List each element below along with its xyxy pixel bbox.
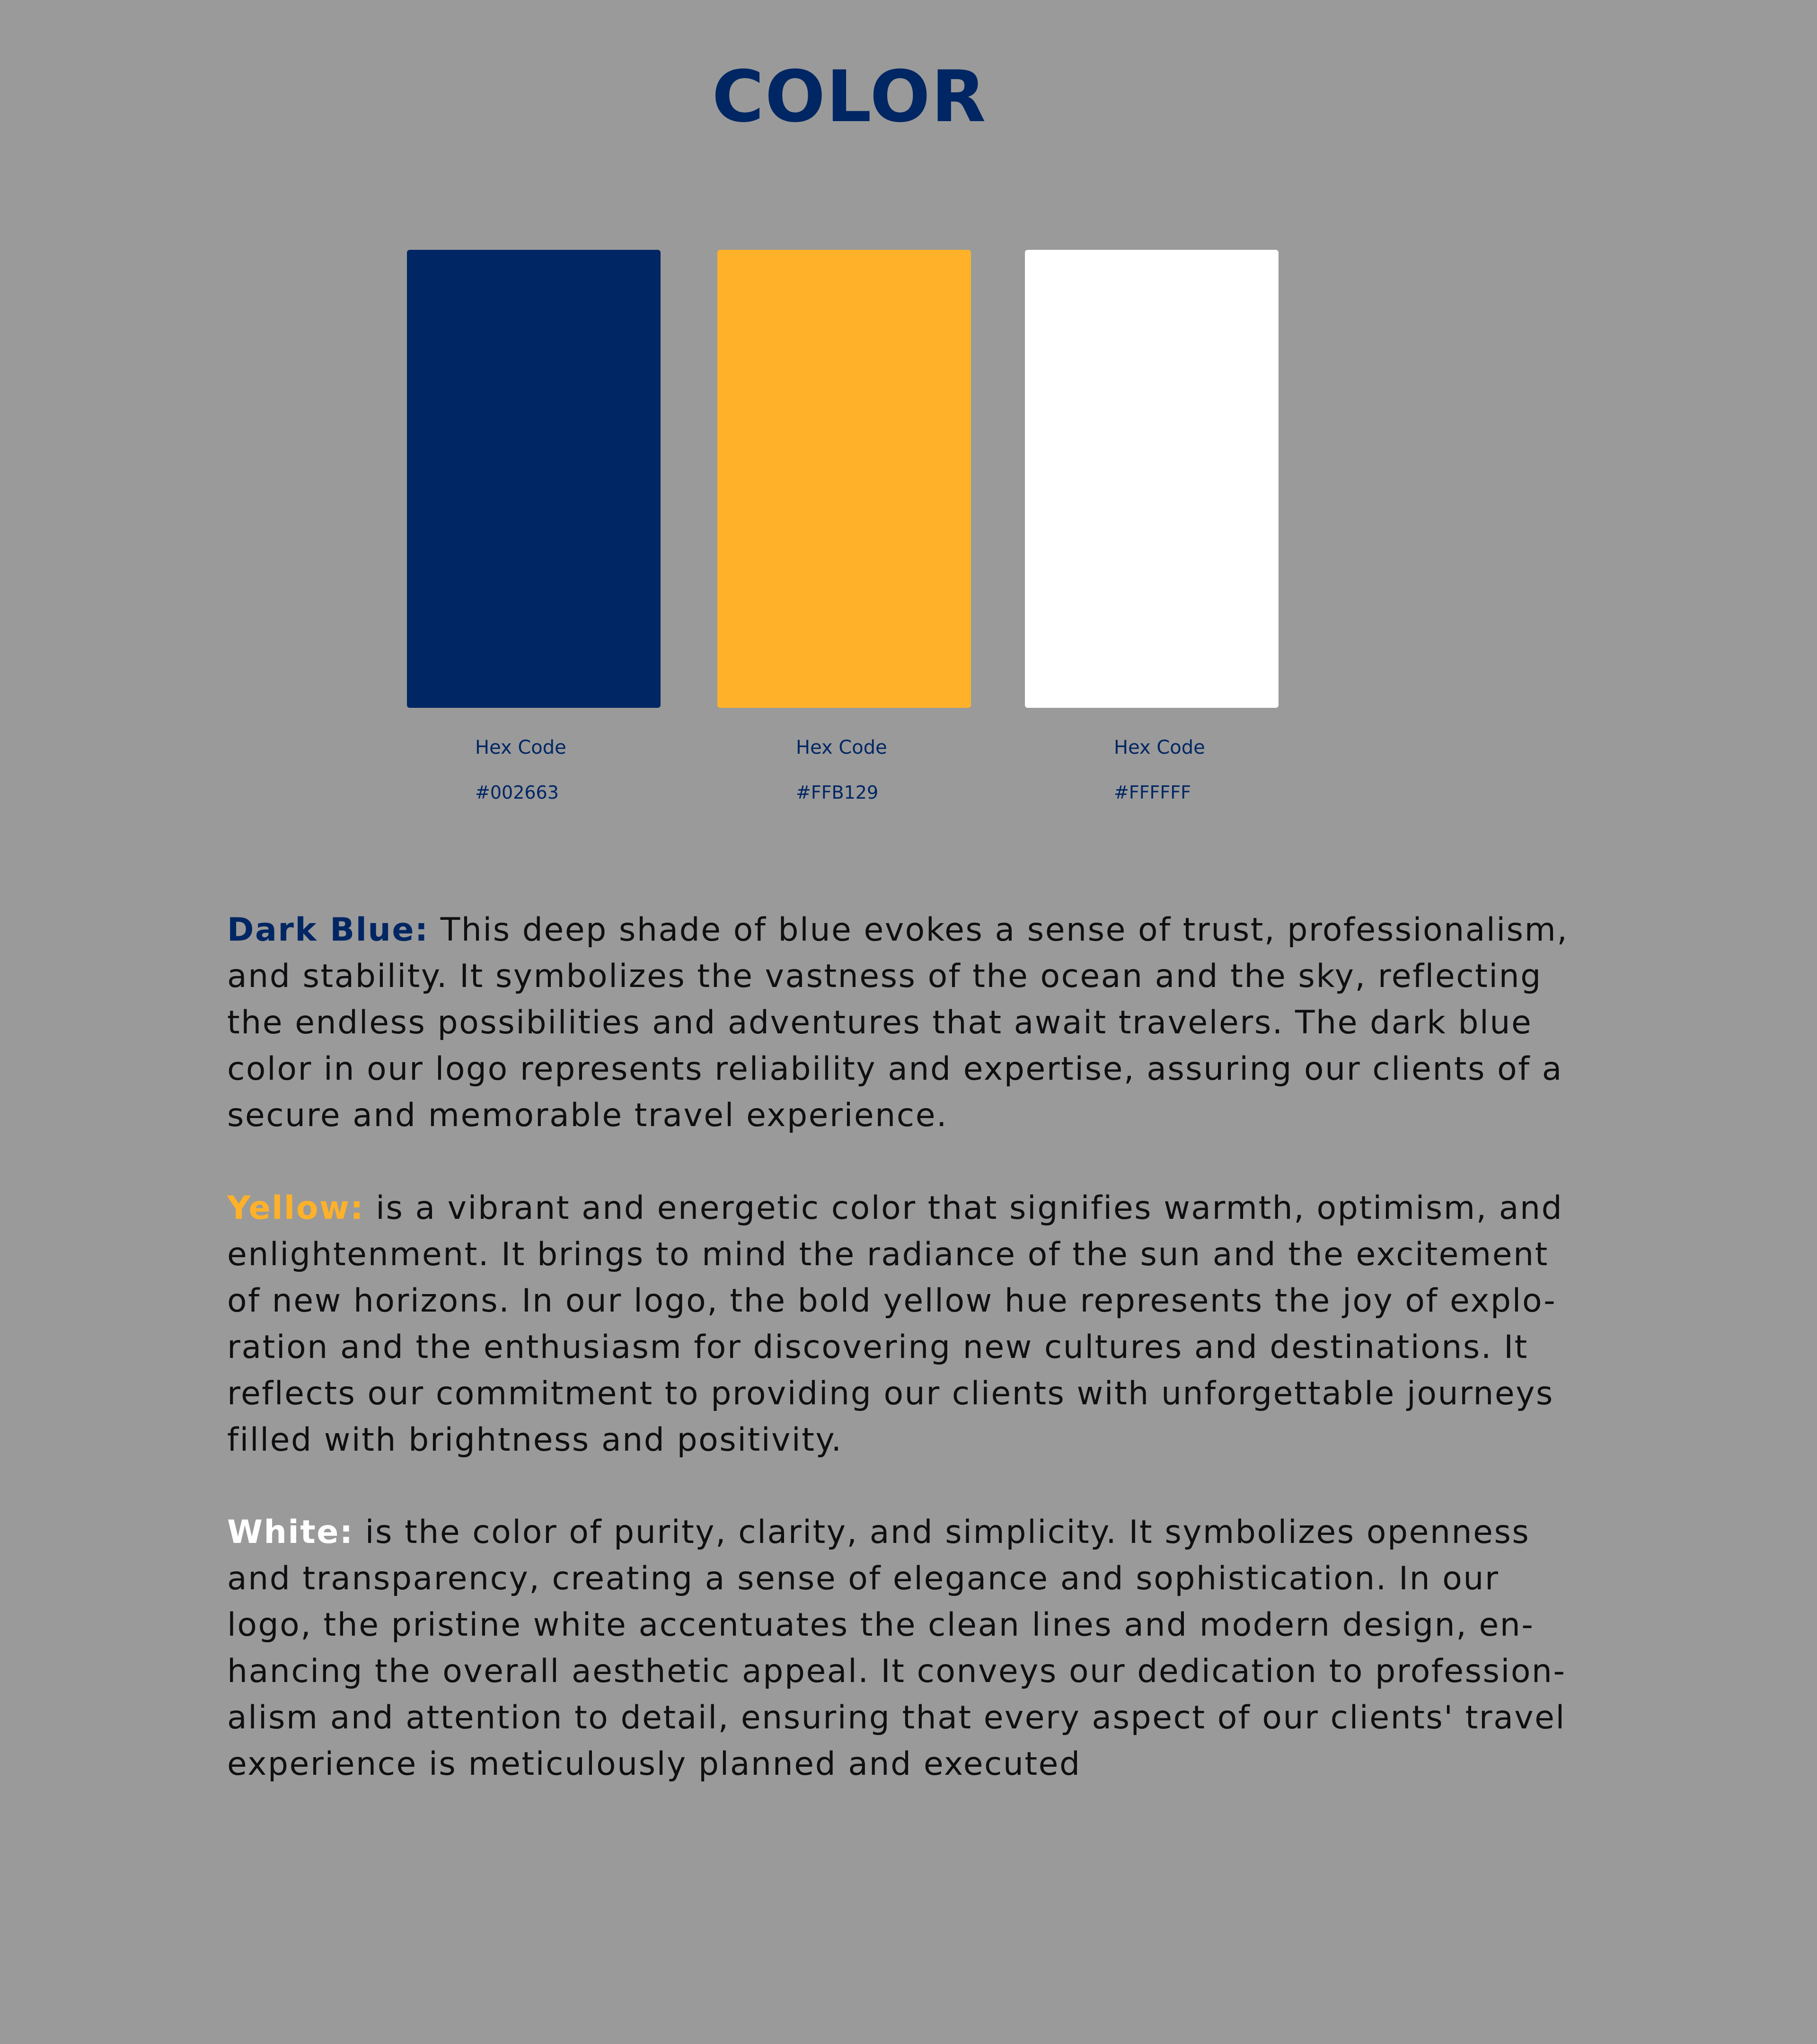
swatch-yellow-hex: #FFB129 [796, 782, 879, 803]
white-heading: White: [227, 1514, 354, 1551]
dark-blue-heading: Dark Blue: [227, 911, 429, 949]
description-line: secure and memorable travel experience. [227, 1097, 948, 1134]
description-line: and transparency, creating a sense of elegance and sophistication. In our [227, 1560, 1499, 1597]
swatch-white-hex: #FFFFFF [1114, 782, 1191, 803]
page-title: COLOR [712, 56, 987, 138]
description-line: Dark Blue: This deep shade of blue evokes a sense of trust, professionalism, [227, 911, 1569, 949]
swatch-yellow [717, 250, 971, 708]
description-line: Yellow: is a vibrant and energetic color that signifies warmth, optimism, and [227, 1189, 1563, 1227]
description-line: hancing the overall aesthetic appeal. It conveys our dedication to profession- [227, 1653, 1566, 1690]
yellow-description [227, 1185, 1599, 1463]
description-line: alism and attention to detail, ensuring that every aspect of our clients' travel [227, 1699, 1566, 1736]
description-line: experience is meticulously planned and executed [227, 1745, 1081, 1783]
description-line: ration and the enthusiasm for discovering new cultures and destinations. It [227, 1329, 1528, 1366]
swatch-white [1025, 250, 1279, 708]
description-line: and stability. It symbolizes the vastness of the ocean and the sky, reflecting [227, 958, 1542, 995]
description-line: color in our logo represents reliability and expertise, assuring our clients of a [227, 1050, 1563, 1088]
white-description [227, 1509, 1599, 1788]
description-line: reflects our commitment to providing our clients with unforgettable journeys [227, 1375, 1554, 1412]
description-line: filled with brightness and positivity. [227, 1421, 843, 1459]
dark-blue-description [227, 907, 1599, 1139]
yellow-heading: Yellow: [227, 1189, 364, 1227]
swatch-white-label: Hex Code [1114, 737, 1205, 758]
description-line: logo, the pristine white accentuates the clean lines and modern design, en- [227, 1606, 1535, 1644]
description-line: of new horizons. In our logo, the bold yellow hue represents the joy of explo- [227, 1282, 1557, 1320]
swatch-dark-blue-label: Hex Code [475, 737, 566, 758]
description-line: enlightenment. It brings to mind the radiance of the sun and the excitement [227, 1236, 1549, 1273]
description-line: the endless possibilities and adventures that await travelers. The dark blue [227, 1004, 1533, 1041]
swatch-yellow-label: Hex Code [796, 737, 887, 758]
description-line: White: is the color of purity, clarity, and simplicity. It symbolizes openness [227, 1514, 1530, 1551]
swatch-dark-blue [407, 250, 661, 708]
swatch-dark-blue-hex: #002663 [475, 782, 559, 803]
